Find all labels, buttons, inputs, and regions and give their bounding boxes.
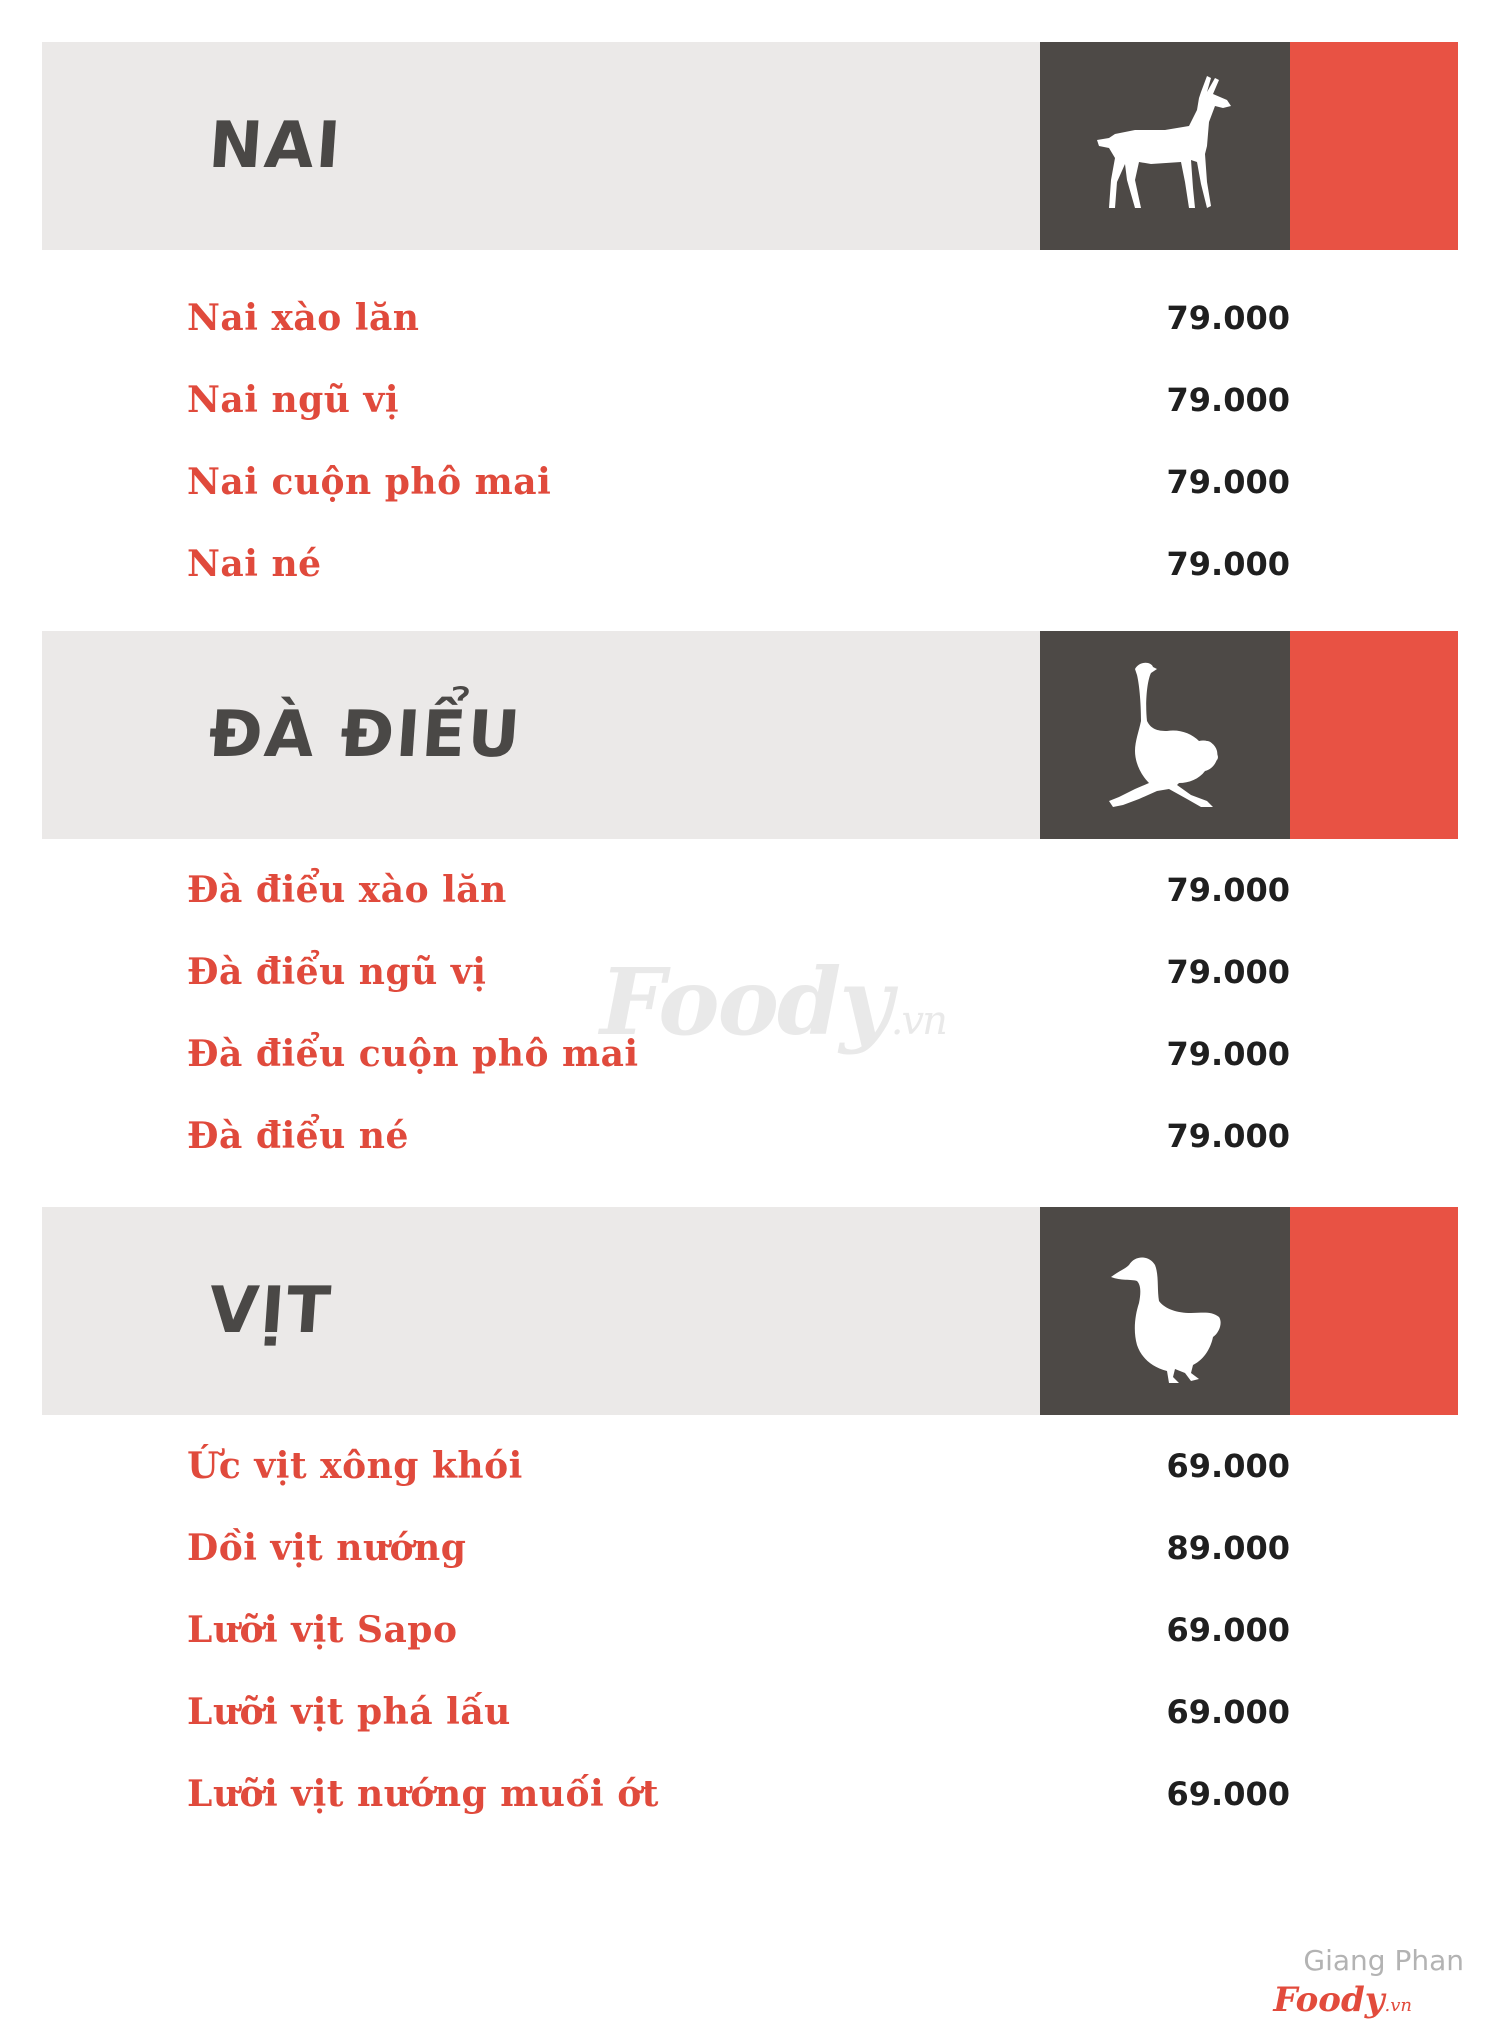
menu-item-price: 79.000 xyxy=(1166,871,1290,909)
accent-bar xyxy=(1290,1207,1458,1415)
menu-item-price: 69.000 xyxy=(1166,1447,1290,1485)
accent-bar xyxy=(1290,631,1458,839)
menu-item-price: 79.000 xyxy=(1166,463,1290,501)
menu-item-price: 69.000 xyxy=(1166,1775,1290,1813)
menu-item xyxy=(0,1682,1500,1742)
deer-icon xyxy=(1095,62,1235,230)
menu-item-name: Đà điểu cuộn phô mai xyxy=(187,1033,639,1075)
watermark-suffix: .vn xyxy=(890,998,946,1044)
menu-item-price: 79.000 xyxy=(1166,1035,1290,1073)
section-banner xyxy=(42,42,1458,250)
menu-item-price: 79.000 xyxy=(1166,299,1290,337)
foody-logo xyxy=(1273,1980,1412,2020)
photo-credit: Giang Phan xyxy=(1303,1944,1464,1977)
menu-item-price: 69.000 xyxy=(1166,1693,1290,1731)
icon-box xyxy=(1040,1207,1290,1415)
menu-item-name: Nai ngũ vị xyxy=(187,379,400,421)
section-banner xyxy=(42,1207,1458,1415)
menu-item xyxy=(0,534,1500,594)
accent-bar xyxy=(1290,42,1458,250)
menu-item-price: 79.000 xyxy=(1166,1117,1290,1155)
ostrich-icon xyxy=(1095,651,1235,819)
menu-item xyxy=(0,452,1500,512)
menu-item-name: Ức vịt xông khói xyxy=(187,1445,523,1487)
menu-item-price: 89.000 xyxy=(1166,1529,1290,1567)
menu-item xyxy=(0,1600,1500,1660)
menu-item-name: Nai cuộn phô mai xyxy=(187,461,552,503)
menu-item-price: 79.000 xyxy=(1166,545,1290,583)
menu-item xyxy=(0,288,1500,348)
menu-item-name: Nai né xyxy=(187,543,322,585)
menu-item-name: Đà điểu né xyxy=(187,1115,409,1157)
section-banner xyxy=(42,631,1458,839)
menu-item-name: Lưỡi vịt nướng muối ớt xyxy=(187,1773,659,1815)
menu-item xyxy=(0,1764,1500,1824)
watermark-main: Foody xyxy=(600,948,891,1056)
menu-item xyxy=(0,860,1500,920)
foody-logo-text: Foody xyxy=(1273,1980,1385,2020)
section-title: VỊT xyxy=(206,1274,335,1348)
menu-item-name: Đà điểu ngũ vị xyxy=(187,951,487,993)
duck-icon xyxy=(1095,1227,1235,1395)
foody-logo-suffix: .vn xyxy=(1384,1995,1412,2016)
menu-item xyxy=(0,370,1500,430)
menu-item-price: 79.000 xyxy=(1166,381,1290,419)
menu-item-name: Đà điểu xào lăn xyxy=(187,869,507,911)
foody-watermark xyxy=(600,948,946,1056)
menu-item xyxy=(0,1106,1500,1166)
menu-item-name: Nai xào lăn xyxy=(187,297,420,339)
menu-item-name: Dồi vịt nướng xyxy=(187,1527,467,1569)
menu-item-name: Lưỡi vịt phá lấu xyxy=(187,1691,511,1733)
section-title: NAI xyxy=(206,109,345,183)
menu-item xyxy=(0,1518,1500,1578)
menu-item-price: 79.000 xyxy=(1166,953,1290,991)
section-title: ĐÀ ĐIỂU xyxy=(206,698,525,772)
icon-box xyxy=(1040,631,1290,839)
menu-item-price: 69.000 xyxy=(1166,1611,1290,1649)
menu-item xyxy=(0,1436,1500,1496)
menu-item-name: Lưỡi vịt Sapo xyxy=(187,1609,458,1651)
icon-box xyxy=(1040,42,1290,250)
